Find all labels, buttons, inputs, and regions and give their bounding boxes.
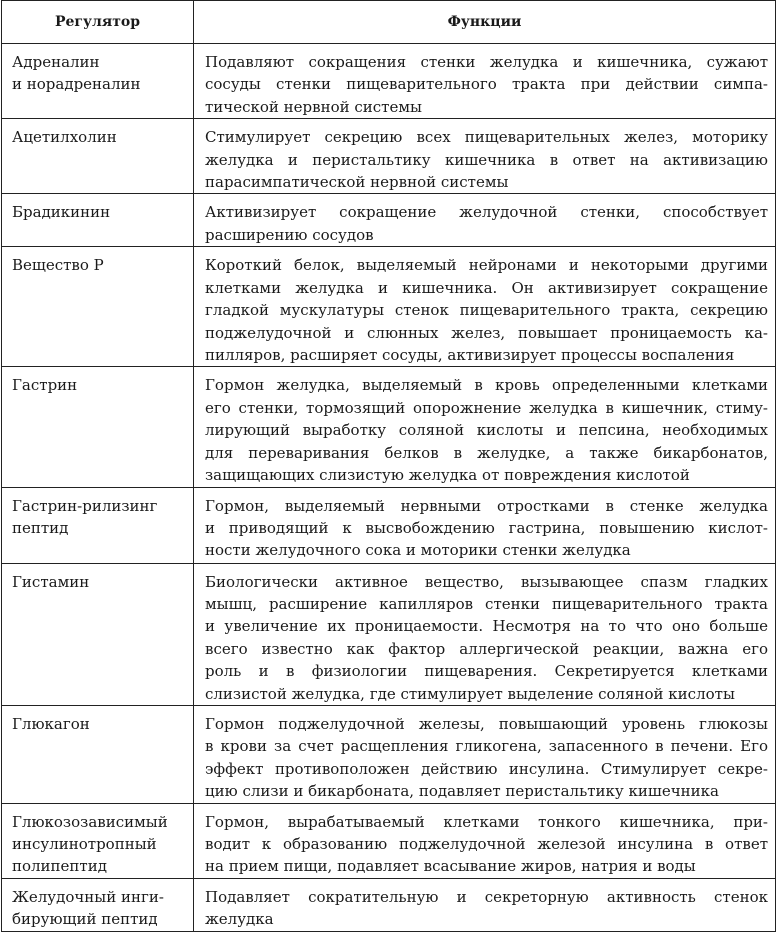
- regulator-name-line: Ацетилхолин: [12, 128, 117, 147]
- function-text-line: эффект противоположен действию инсулина. Стимулирует секре-: [205, 759, 768, 778]
- regulator-name-line: Глюкагон: [12, 714, 90, 733]
- function-text-line: роль и в физиологии пищеварения. Секретируется клетками: [205, 662, 768, 681]
- regulator-name-line: Вещество Р: [12, 256, 104, 275]
- function-cell: [194, 487, 776, 563]
- function-cell: [194, 705, 776, 803]
- function-text-line: Подавляет сократительную и секреторную активность стенок: [205, 887, 768, 906]
- function-text-line: желудка: [205, 910, 274, 929]
- regulator-name-line: пептид: [12, 518, 69, 537]
- table-row: [2, 367, 776, 487]
- function-text-line: Гормон, выделяемый нервными отростками в стенке желудка: [205, 496, 768, 515]
- regulator-name-line: Гастрин: [12, 376, 78, 395]
- table-row: [2, 194, 776, 247]
- table-row: [2, 563, 776, 705]
- function-cell: [194, 119, 776, 194]
- regulator-cell: [2, 119, 194, 194]
- regulator-cell: [2, 367, 194, 487]
- regulator-cell: [2, 803, 194, 878]
- table-row: [2, 247, 776, 367]
- function-cell: [194, 44, 776, 119]
- header-regulator: Регулятор: [2, 1, 194, 44]
- regulator-name-line: Желудочный инги-: [12, 887, 164, 906]
- regulator-name-line: Глюкозозависимый: [12, 812, 168, 831]
- function-text-line: Гормон, вырабатываемый клетками тонкого кишечника, при-: [205, 812, 768, 831]
- function-text-line: Подавляют сокращения стенки желудка и кишечника, сужают: [205, 53, 768, 71]
- function-text-line: сосуды стенки пищеварительного тракта при действии симпа-: [205, 75, 768, 94]
- function-text-line: его стенки, тормозящий опорожнение желудка в кишечник, стиму-: [205, 398, 768, 417]
- function-text-line: поджелудочной и слюнных желез, повышает проницаемость ка-: [205, 323, 768, 342]
- function-text-line: всего известно как фактор аллергической реакции, важна его: [205, 639, 768, 658]
- table-row: [2, 705, 776, 803]
- header-functions: Функции: [194, 1, 776, 44]
- regulator-name-line: инсулинотропный: [12, 834, 157, 853]
- regulator-name-line: Гистамин: [12, 572, 90, 591]
- function-text-line: Стимулирует секрецию всех пищеварительных желез, моторику: [205, 128, 768, 147]
- function-text-line: Гормон желудка, выделяемый в кровь определенными клетками: [205, 376, 768, 395]
- function-text-line: клетками желудка и кишечника. Он активизирует сокращение: [205, 278, 768, 297]
- function-text-line: и приводящий к высвобождению гастрина, повышению кислот-: [205, 518, 768, 537]
- function-text-line: Биологически активное вещество, вызывающее спазм гладких: [205, 572, 768, 591]
- function-text-line: слизистой желудка, где стимулирует выделение соляной кислоты: [205, 684, 735, 703]
- function-text-line: желудка и перистальтику кишечника в ответ на активизацию: [205, 150, 768, 169]
- regulator-name-line: Гастрин-рилизинг: [12, 496, 158, 515]
- regulator-name-line: полипептид: [12, 857, 107, 876]
- table-row: [2, 803, 776, 878]
- function-text-line: парасимпатической нервной системы: [205, 173, 509, 192]
- function-text-line: мышц, расширение капилляров стенки пищеварительного тракта: [205, 594, 768, 613]
- function-text-line: водит к образованию поджелудочной железой инсулина в ответ: [205, 834, 768, 853]
- function-text-line: ности желудочного сока и моторики стенки желудка: [205, 541, 631, 560]
- table-row: [2, 878, 776, 931]
- function-cell: [194, 367, 776, 487]
- function-text-line: тической нервной системы: [205, 97, 422, 116]
- table-row: [2, 119, 776, 194]
- function-text-line: Гормон поджелудочной железы, повышающий уровень глюкозы: [205, 714, 768, 733]
- regulator-cell: [2, 487, 194, 563]
- function-text-line: расширению сосудов: [205, 225, 374, 244]
- function-text-line: Короткий белок, выделяемый нейронами и некоторыми другими: [205, 256, 768, 275]
- function-text-line: гладкой мускулатуры стенок пищеварительного тракта, секрецию: [205, 301, 768, 320]
- table-row: [2, 44, 776, 119]
- function-cell: [194, 194, 776, 247]
- regulator-cell: [2, 247, 194, 367]
- function-cell: [194, 247, 776, 367]
- function-text-line: для переваривания белков в желудке, а также бикарбонатов,: [205, 443, 768, 462]
- regulator-cell: [2, 705, 194, 803]
- function-text-line: на прием пищи, подавляет всасывание жиров, натрия и воды: [205, 857, 696, 876]
- function-text-line: Активизирует сокращение желудочной стенки, способствует: [205, 203, 768, 222]
- regulators-table: [1, 0, 776, 932]
- function-text-line: пилляров, расширяет сосуды, активизирует процессы воспаления: [205, 346, 735, 365]
- regulator-cell: [2, 563, 194, 705]
- regulator-name-line: и норадреналин: [12, 75, 141, 94]
- function-text-line: цию слизи и бикарбоната, подавляет перистальтику кишечника: [205, 782, 719, 801]
- function-text-line: и увеличение их проницаемости. Несмотря на то что оно больше: [205, 617, 768, 636]
- function-cell: [194, 803, 776, 878]
- table-header-row: [2, 1, 776, 44]
- table-row: [2, 487, 776, 563]
- function-cell: [194, 878, 776, 931]
- function-text-line: в крови за счет расщепления гликогена, запасенного в печени. Его: [205, 737, 768, 756]
- regulator-name-line: Брадикинин: [12, 203, 111, 222]
- regulator-name-line: бирующий пептид: [12, 910, 158, 929]
- function-text-line: защищающих слизистую желудка от повреждения кислотой: [205, 466, 690, 485]
- function-text-line: лирующий выработку соляной кислоты и пепсина, необходимых: [205, 421, 768, 440]
- regulator-cell: [2, 194, 194, 247]
- regulator-cell: [2, 878, 194, 931]
- function-cell: [194, 563, 776, 705]
- regulator-cell: [2, 44, 194, 119]
- regulator-name-line: Адреналин: [12, 53, 100, 71]
